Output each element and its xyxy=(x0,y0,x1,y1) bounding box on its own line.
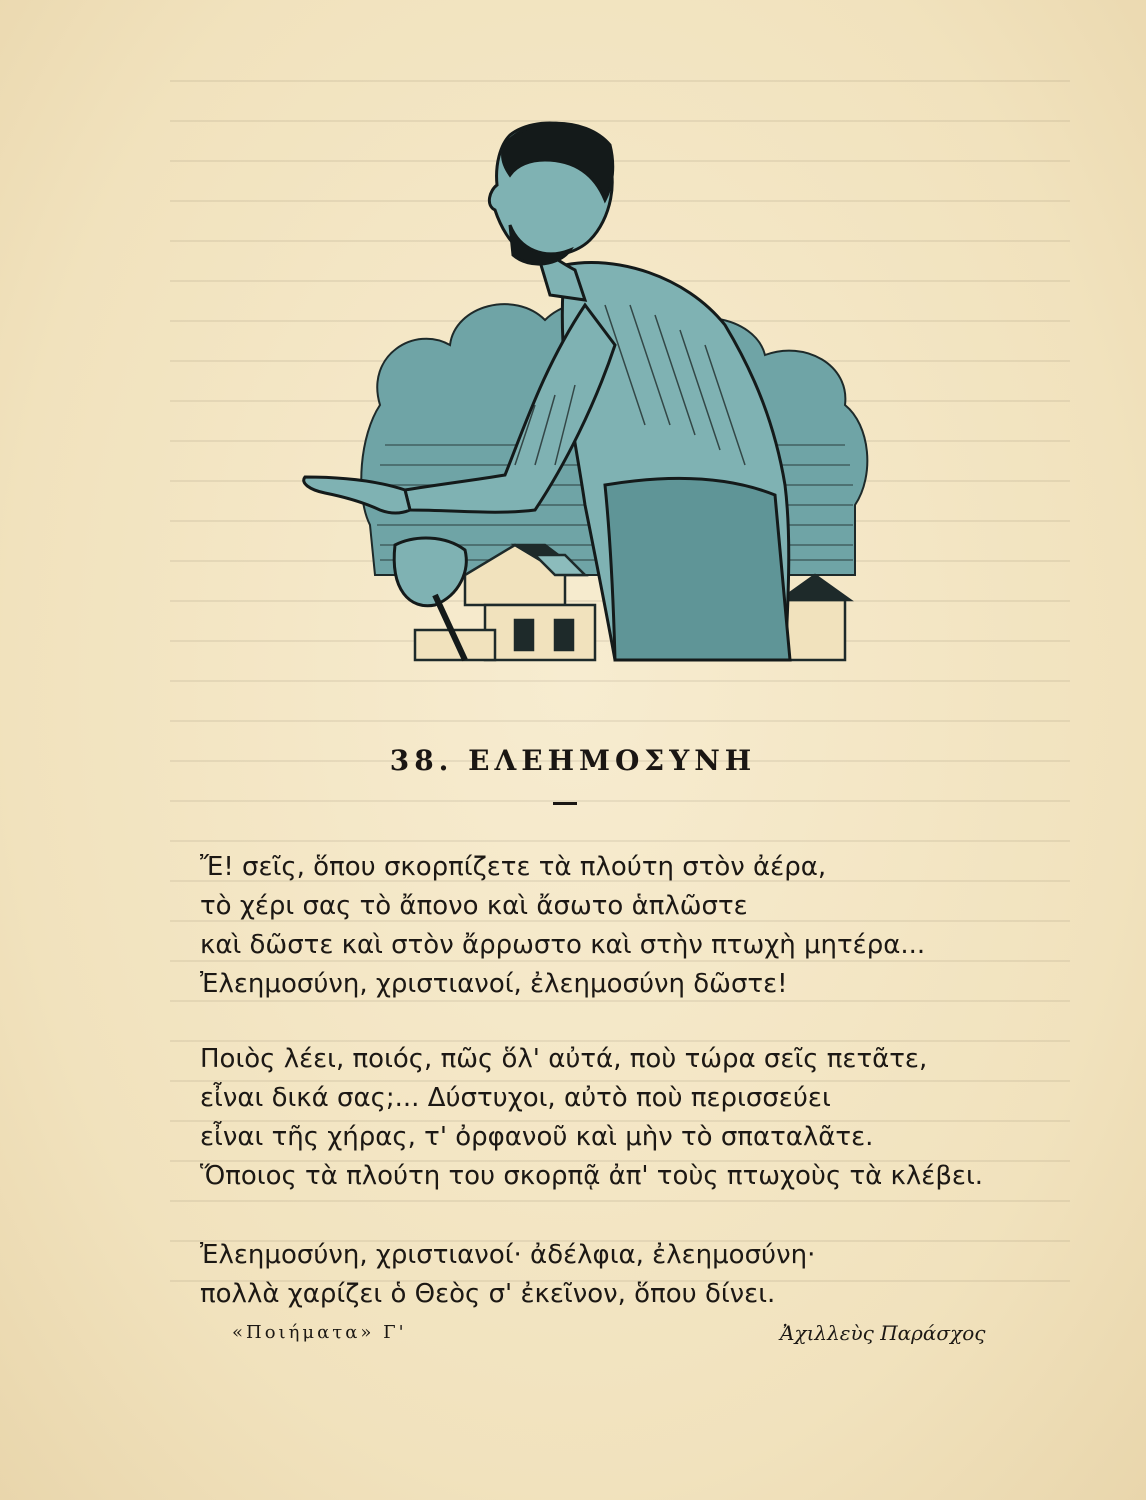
poem-title: 38. ΕΛΕΗΜΟΣΥΝΗ xyxy=(389,744,757,777)
poem-line: Ἔ! σεῖς, ὅπου σκορπίζετε τὰ πλούτη στὸν ἀέρα, xyxy=(200,852,827,882)
poem-line: εἶναι δικά σας;... Δύστυχοι, αὐτὸ ποὺ περισσεύει xyxy=(200,1083,831,1113)
poem-line: τὸ χέρι σας τὸ ἄπονο καὶ ἄσωτο ἁπλῶστε xyxy=(200,891,748,921)
poem-line: Ὅποιος τὰ πλούτη του σκορπᾷ ἀπ' τοὺς πτωχοὺς τὰ κλέβει. xyxy=(200,1161,984,1191)
poem-line: εἶναι τῆς χήρας, τ' ὀρφανοῦ καὶ μὴν τὸ σπαταλᾶτε. xyxy=(200,1122,874,1152)
stanza-1 xyxy=(200,848,1080,1004)
woodcut-illustration xyxy=(285,105,885,665)
title-rule xyxy=(553,802,577,805)
author-name: Ἀχιλλεὺς Παράσχος xyxy=(780,1321,986,1345)
stanza-2 xyxy=(200,1040,1080,1196)
poem-line: Ποιὸς λέει, ποιός, πῶς ὅλ' αὐτά, ποὺ τώρα σεῖς πετᾶτε, xyxy=(200,1044,928,1074)
stanza-3 xyxy=(200,1236,1080,1314)
poem-line: πολλὰ χαρίζει ὁ Θεὸς σ' ἐκεῖνον, ὅπου δίνει. xyxy=(200,1279,776,1309)
poem-line: καὶ δῶστε καὶ στὸν ἄρρωστο καὶ στὴν πτωχὴ μητέρα... xyxy=(200,930,926,960)
poem-line: Ἐλεημοσύνη, χριστιανοί, ἐλεημοσύνη δῶστε! xyxy=(200,969,788,999)
poem-line: Ἐλεημοσύνη, χριστιανοί· ἀδέλφια, ἐλεημοσύνη· xyxy=(200,1240,816,1270)
source-citation: «Ποιήματα» Γ' xyxy=(232,1322,407,1343)
